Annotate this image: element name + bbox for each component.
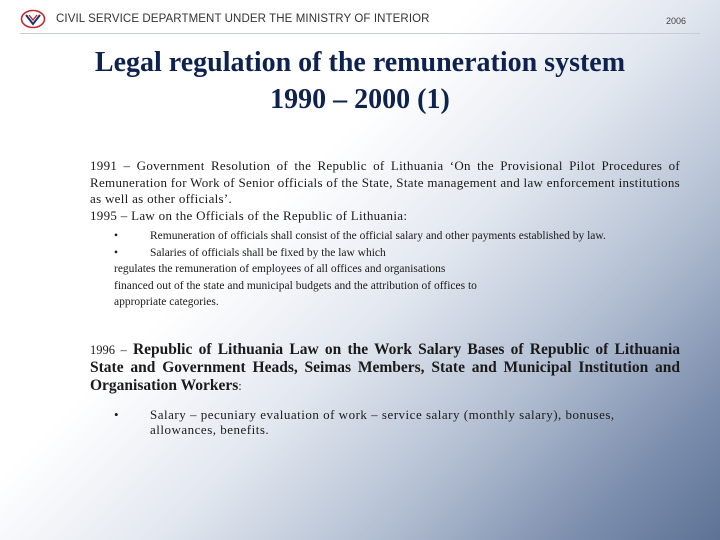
paragraph-1996-colon: :	[238, 378, 242, 393]
paragraph-1995: 1995 – Law on the Officials of the Republic of Lithuania:	[90, 207, 408, 223]
bullet-text: Salary – pecuniary evaluation of work – service salary (monthly salary), bonuses, allowances, benefits.	[150, 406, 615, 437]
title-line-1: Legal regulation of the remuneration system	[94, 47, 626, 78]
bullet-text: Remuneration of officials shall consist of the official salary and other payments established by law.	[150, 230, 606, 242]
bullet-mark: •	[114, 406, 120, 422]
slide-header	[0, 0, 720, 38]
header-year: 2006	[665, 16, 686, 26]
header-divider	[20, 33, 700, 34]
slide-content	[90, 158, 680, 437]
paragraph-1996-year: 1996 –	[90, 342, 127, 357]
ministry-emblem-icon	[20, 9, 46, 29]
list-item	[114, 407, 680, 437]
list-item	[114, 228, 680, 245]
list-item	[114, 245, 680, 262]
slide-title	[0, 44, 720, 118]
bullet-mark: •	[114, 230, 119, 242]
paragraph-1996	[90, 341, 680, 395]
department-name: CIVIL SERVICE DEPARTMENT UNDER THE MINISTRY OF INTERIOR	[56, 13, 430, 25]
bullet-list-1996	[114, 407, 680, 437]
bullet-text: Salaries of officials shall be fixed by the law which	[150, 246, 386, 259]
bullet-mark: •	[114, 246, 119, 259]
paragraph-1996-law-title: Republic of Lithuania Law on the Work Salary Bases of Republic of Lithuania State and Government Heads, Seimas Members, State and Municipal Institution and Organisation Workers	[90, 340, 681, 394]
bullet-continuation: regulates the remuneration of employees of all offices and organisations financed out of the state and municipal budgets and the attribution of offices to appropriate categories.	[114, 263, 477, 308]
title-line-2: 1990 – 2000 (1)	[270, 84, 450, 115]
bullet-list-1995	[114, 228, 680, 311]
paragraph-1991: 1991 – Government Resolution of the Republic of Lithuania ‘On the Provisional Pilot Procedures of Remuneration for Work of Senior officials of the State, State management and law enforcement institutions as well as other officials’.	[90, 158, 680, 206]
